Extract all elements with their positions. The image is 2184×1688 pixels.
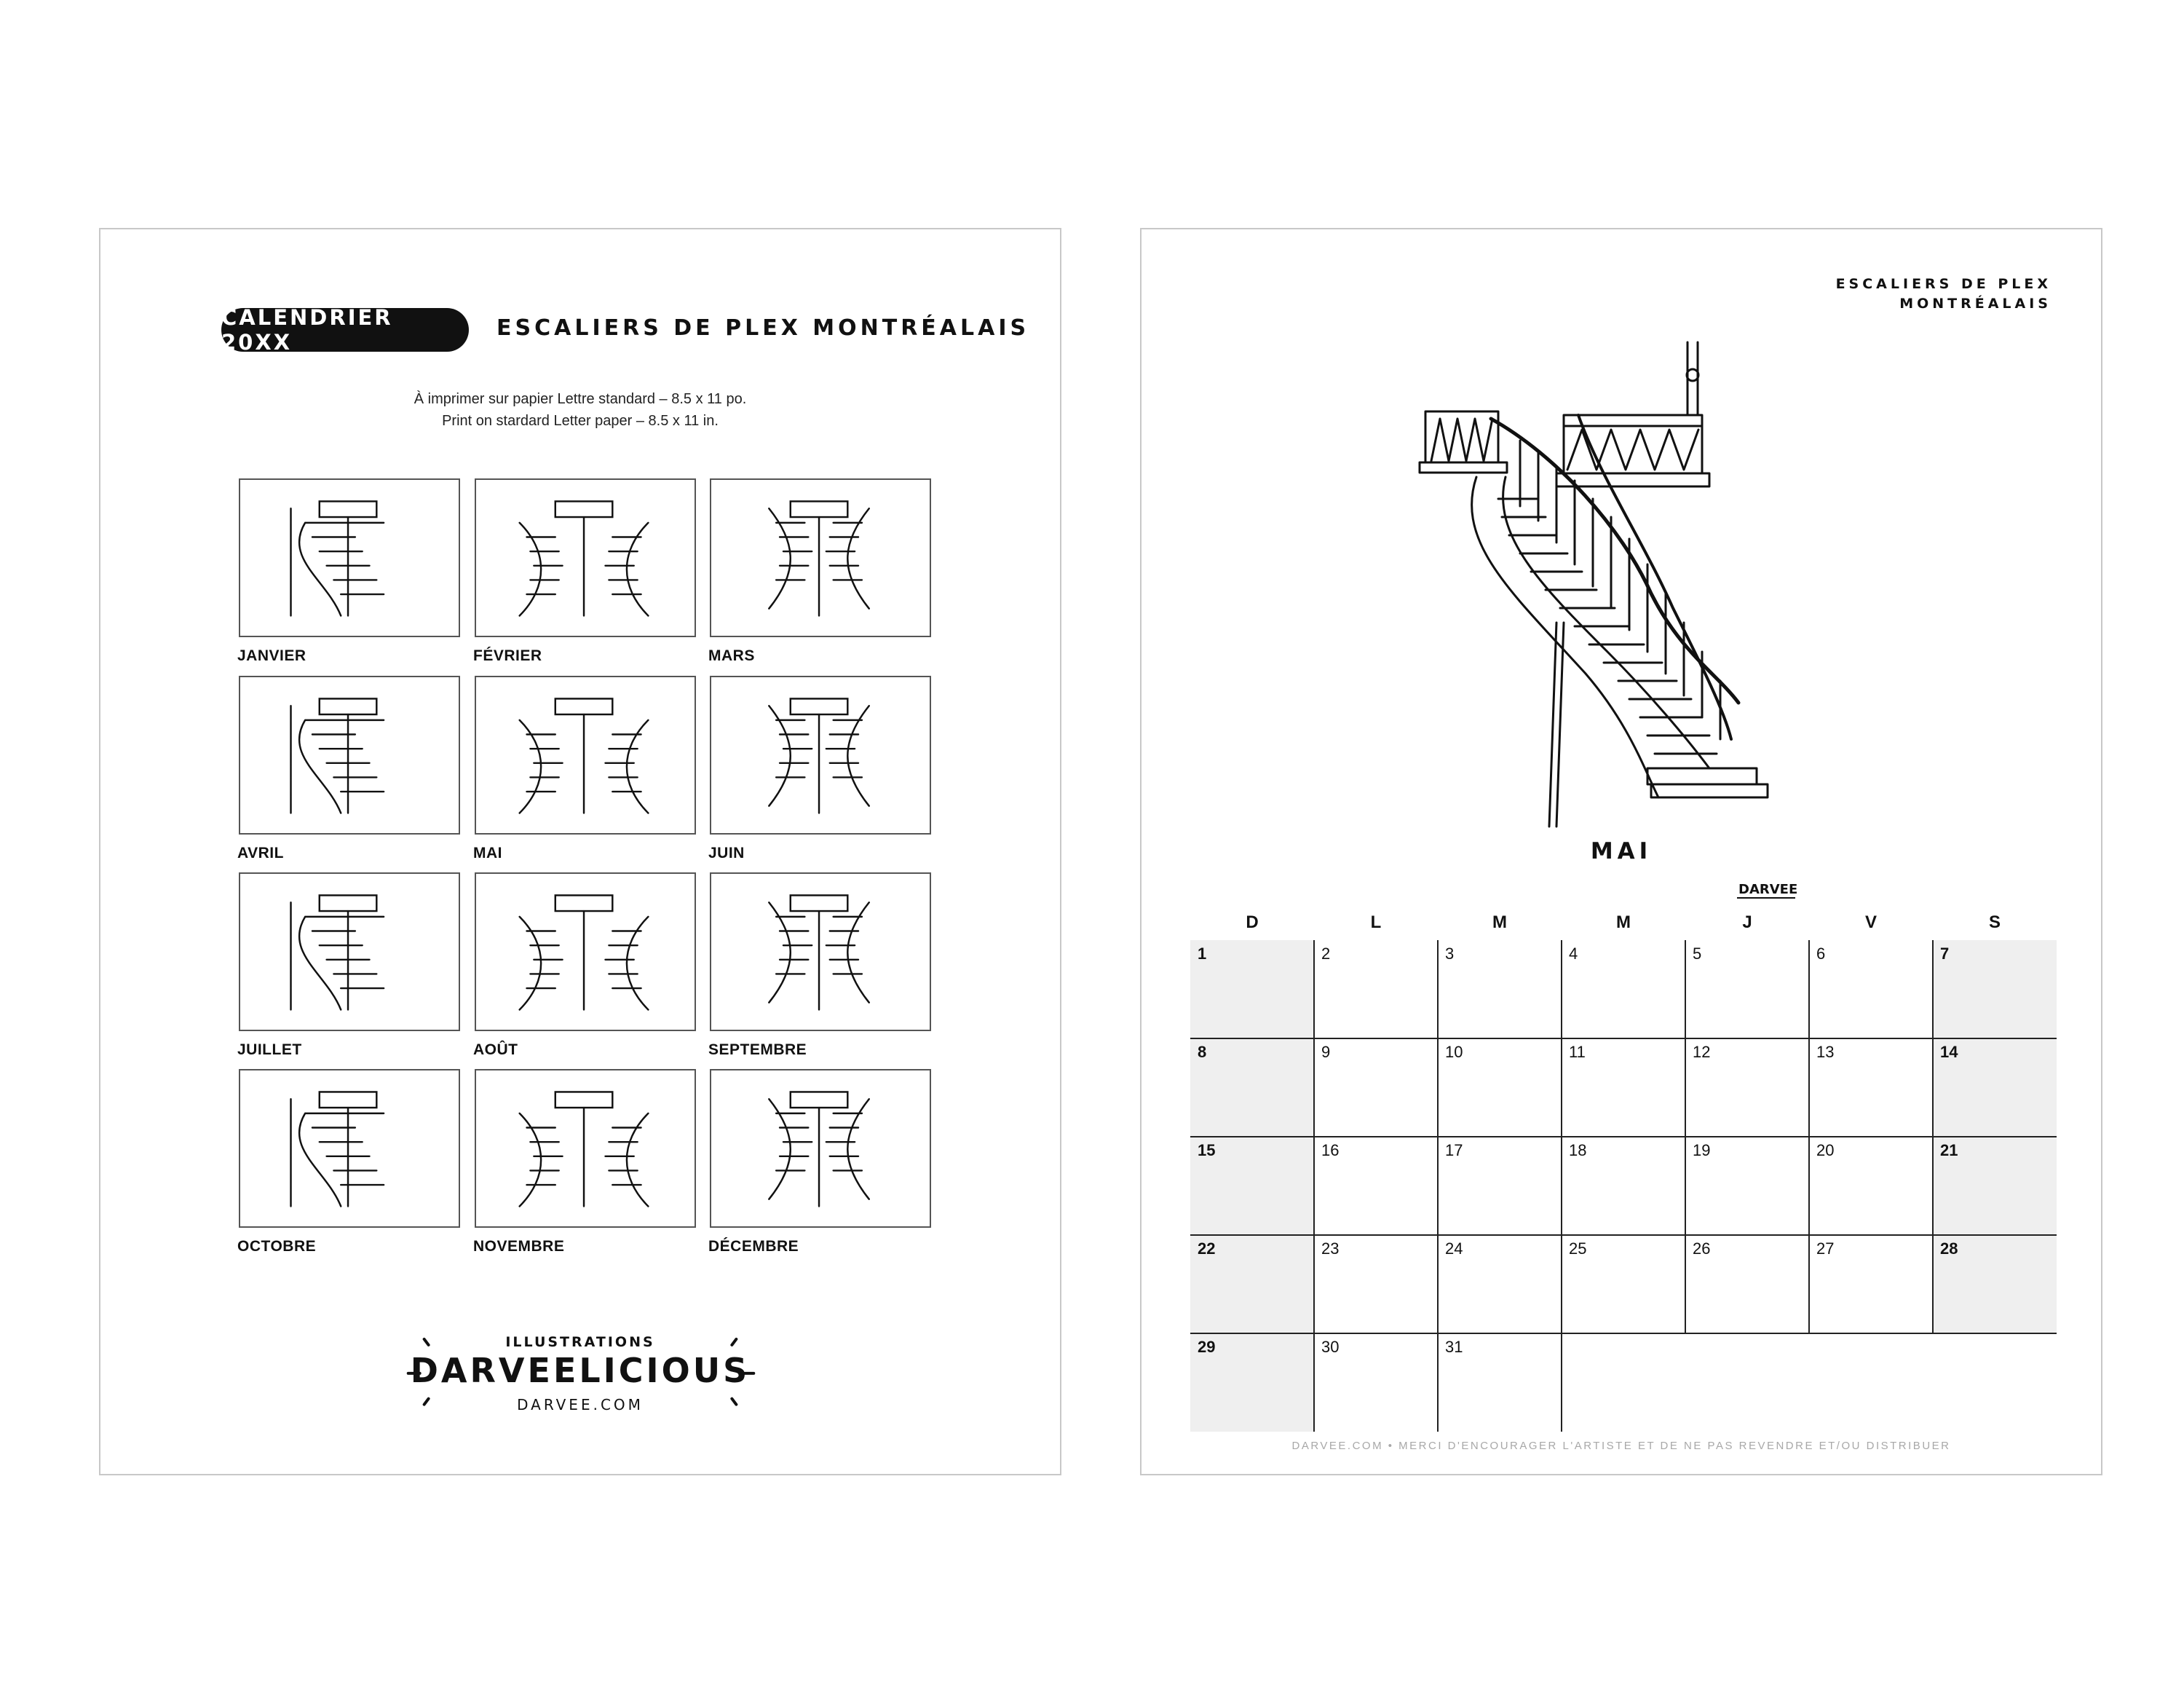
weekday-label: D (1246, 912, 1259, 932)
staircase-sketch-icon (476, 480, 695, 636)
day-cell (1685, 1235, 1809, 1333)
day-number: 22 (1198, 1239, 1216, 1258)
day-number: 31 (1445, 1338, 1463, 1356)
grid-line (1437, 940, 1439, 1432)
day-number: 28 (1940, 1239, 1958, 1258)
day-number: 27 (1816, 1239, 1835, 1258)
weekday-label: S (1988, 912, 2001, 932)
day-number: 10 (1445, 1043, 1463, 1061)
grid-line (1190, 1038, 2057, 1039)
day-number: 12 (1693, 1043, 1711, 1061)
day-number: 23 (1321, 1239, 1340, 1258)
month-thumbnail (710, 872, 931, 1031)
month-label: JUIN (708, 845, 745, 861)
day-cell (1190, 940, 1314, 1038)
day-number: 26 (1693, 1239, 1711, 1258)
day-cell (1438, 1235, 1562, 1333)
day-cell (1933, 940, 2057, 1038)
weekday-label: J (1742, 912, 1752, 932)
day-number: 5 (1693, 944, 1702, 963)
month-label: OCTOBRE (237, 1238, 317, 1255)
month-title: MAI (1590, 838, 1653, 864)
month-label: FÉVRIER (473, 647, 542, 664)
month-thumbnail (710, 1069, 931, 1228)
month-label: JUILLET (237, 1041, 302, 1058)
day-number: 2 (1321, 944, 1331, 963)
month-thumbnail (710, 478, 931, 637)
grid-line (1190, 1333, 2057, 1334)
day-number: 17 (1445, 1141, 1463, 1159)
day-number: 20 (1816, 1141, 1835, 1159)
staircase-sketch-icon (476, 1070, 695, 1226)
day-number: 7 (1940, 944, 1950, 963)
day-number: 18 (1569, 1141, 1587, 1159)
day-number: 21 (1940, 1141, 1958, 1159)
grid-line (1932, 940, 1934, 1333)
day-cell (1190, 1235, 1314, 1333)
spiral-staircase-illustration (1411, 331, 1819, 914)
grid-line (1561, 940, 1562, 1432)
day-cell (1809, 1038, 1933, 1137)
artist-signature: DARVEE (1738, 882, 1798, 897)
day-cell (1438, 1333, 1562, 1432)
header-line-1: ESCALIERS DE PLEX (1835, 276, 2052, 292)
day-cell (1933, 1235, 2057, 1333)
day-cell (1562, 1038, 1685, 1137)
month-label: JANVIER (237, 647, 306, 664)
staircase-sketch-icon (711, 677, 930, 833)
staircase-sketch-icon (476, 677, 695, 833)
day-cell (1562, 940, 1685, 1038)
day-number: 8 (1198, 1043, 1207, 1061)
day-cell (1685, 1333, 1809, 1432)
brand-url: DARVEE.COM (517, 1396, 644, 1413)
day-number: 6 (1816, 944, 1826, 963)
month-label: DÉCEMBRE (708, 1238, 799, 1255)
month-label: MARS (708, 647, 755, 664)
day-number: 1 (1198, 944, 1207, 963)
day-cell (1314, 1038, 1438, 1137)
day-cell (1562, 1137, 1685, 1235)
month-label: AVRIL (237, 845, 284, 861)
day-cell (1809, 940, 1933, 1038)
day-cell (1685, 1137, 1809, 1235)
calendar-badge (221, 305, 469, 355)
day-number: 25 (1569, 1239, 1587, 1258)
day-number: 13 (1816, 1043, 1835, 1061)
month-thumbnail (239, 478, 460, 637)
series-title: ESCALIERS DE PLEX MONTRÉALAIS (496, 315, 1030, 341)
month-label: NOVEMBRE (473, 1238, 565, 1255)
month-thumbnail (710, 676, 931, 835)
day-cell (1933, 1038, 2057, 1137)
day-number: 16 (1321, 1141, 1340, 1159)
day-cell (1438, 1137, 1562, 1235)
day-number: 3 (1445, 944, 1455, 963)
day-cell (1314, 940, 1438, 1038)
day-number: 4 (1569, 944, 1578, 963)
day-number: 11 (1569, 1043, 1586, 1061)
day-number: 29 (1198, 1338, 1216, 1356)
day-cell (1562, 1235, 1685, 1333)
calendar-badge-label: CALENDRIER 20XX (221, 305, 393, 355)
day-cell (1809, 1235, 1933, 1333)
day-number: 30 (1321, 1338, 1340, 1356)
page-header (1836, 275, 2052, 314)
staircase-sketch-icon (240, 677, 459, 833)
cover-page (99, 228, 1061, 1475)
month-thumbnail (475, 872, 696, 1031)
grid-line (1685, 940, 1686, 1333)
day-cell (1314, 1137, 1438, 1235)
day-cell (1438, 940, 1562, 1038)
staircase-sketch-icon (240, 874, 459, 1030)
staircase-sketch-icon (240, 480, 459, 636)
month-label: SEPTEMBRE (708, 1041, 807, 1058)
month-thumbnail (239, 872, 460, 1031)
grid-line (1313, 940, 1315, 1432)
day-cell (1190, 1137, 1314, 1235)
staircase-sketch-icon (240, 1070, 459, 1226)
month-thumbnail (239, 676, 460, 835)
grid-line (1190, 1136, 2057, 1137)
day-cell (1562, 1333, 1685, 1432)
grid-line (1190, 1234, 2057, 1236)
grid-line (1808, 940, 1810, 1333)
day-cell (1685, 1038, 1809, 1137)
day-cell (1438, 1038, 1562, 1137)
day-number: 14 (1940, 1043, 1958, 1061)
staircase-sketch-icon (711, 874, 930, 1030)
staircase-sketch-icon (711, 480, 930, 636)
day-cell (1809, 1333, 1933, 1432)
weekday-label: L (1370, 912, 1382, 932)
weekday-label: V (1864, 912, 1877, 932)
day-cell (1314, 1333, 1438, 1432)
weekday-label: M (1492, 912, 1507, 932)
day-number: 19 (1693, 1141, 1711, 1159)
day-cell (1314, 1235, 1438, 1333)
month-thumbnail (475, 1069, 696, 1228)
day-cell (1809, 1137, 1933, 1235)
header-line-2: MONTRÉALAIS (1899, 296, 2052, 312)
day-number: 15 (1198, 1141, 1216, 1159)
day-number: 9 (1321, 1043, 1331, 1061)
month-thumbnail (239, 1069, 460, 1228)
day-cell (1190, 1333, 1314, 1432)
weekday-label: M (1616, 912, 1631, 932)
print-note-en: Print on stardard Letter paper – 8.5 x 11 in. (442, 413, 719, 429)
day-number: 24 (1445, 1239, 1463, 1258)
staircase-sketch-icon (711, 1070, 930, 1226)
brand-logo: DARVEELICIOUS (410, 1351, 751, 1390)
staircase-sketch-icon (476, 874, 695, 1030)
day-cell (1933, 1137, 2057, 1235)
month-label: MAI (473, 845, 502, 861)
month-thumbnail (475, 676, 696, 835)
month-thumbnail (475, 478, 696, 637)
copyright-footer: DARVEE.COM • MERCI D'ENCOURAGER L'ARTISTE ET DE NE PAS REVENDRE ET/OU DISTRIBUER (1291, 1440, 1951, 1452)
day-cell (1933, 1333, 2057, 1432)
brand-tagline: ILLUSTRATIONS (505, 1334, 655, 1350)
day-cell (1685, 940, 1809, 1038)
print-note-fr: À imprimer sur papier Lettre standard – 8.5 x 11 po. (414, 391, 747, 407)
day-cell (1190, 1038, 1314, 1137)
month-label: AOÛT (473, 1041, 518, 1058)
month-page (1140, 228, 2102, 1475)
